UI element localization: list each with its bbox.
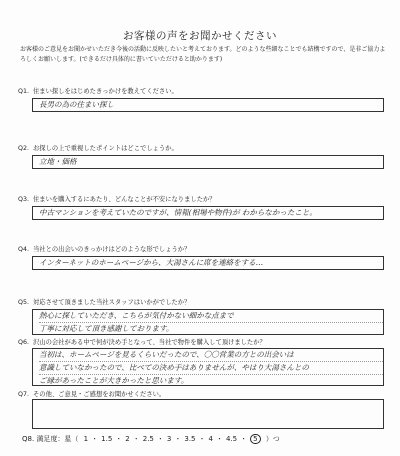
rating-option: 1.5	[101, 435, 113, 443]
answer-line: 熱心に探していただき、こちらが気付かない細かな点まで	[39, 310, 383, 323]
rating-option: 2	[125, 435, 130, 443]
question-2	[18, 143, 390, 166]
question-number: Q6.	[18, 339, 29, 346]
answer-line: 丁寧に対応して頂き感謝しております。	[39, 324, 174, 333]
rating-label: 満足度：星（	[36, 435, 79, 443]
answer-box	[32, 256, 384, 270]
answer-box	[32, 399, 384, 429]
answer-box	[32, 155, 384, 169]
answer-line: 長男の為の住まい探し	[39, 100, 114, 109]
rating-option: 4.5	[225, 435, 238, 443]
rating-separator: ・	[198, 435, 206, 443]
rating-option: 1	[83, 435, 89, 443]
question-text: 当社との出会いのきっかけはどのような形でしょうか？	[32, 246, 191, 253]
question-4	[18, 244, 390, 267]
question-1	[18, 86, 390, 109]
question-number: Q3.	[18, 196, 29, 203]
rating-option: 5	[250, 434, 260, 444]
question-text: 住まいを購入するにあたり、どんなことが不安になりましたか？	[32, 196, 216, 203]
question-label	[18, 86, 390, 95]
question-number: Q5.	[18, 299, 29, 306]
answer-line: 当初は、ホームページを見るくらいだったので、〇〇営業の方との出会いは	[39, 349, 383, 362]
answer-box	[32, 309, 384, 335]
question-label	[18, 244, 390, 253]
question-number: Q1.	[18, 88, 29, 95]
question-6	[18, 337, 390, 385]
question-label	[18, 337, 390, 346]
answer-line: 中古マンションを考えていたのですが、情報(相場や物件)が わからなかったこと。	[39, 208, 317, 217]
question-label	[18, 389, 390, 398]
rating-option: 4	[208, 435, 213, 443]
rating-option: 2.5	[142, 435, 154, 443]
satisfaction-rating	[22, 434, 280, 444]
question-5	[18, 297, 390, 333]
question-number: Q8.	[22, 435, 35, 443]
question-number: Q2.	[18, 145, 29, 152]
answer-line: 立地・価格	[39, 157, 77, 166]
rating-separator: ・	[215, 435, 223, 443]
question-number: Q7.	[18, 391, 29, 398]
intro-text: お客様のご意見をお聞かせいただき今後の活動に反映したいと考えております。どのような些細なことでも結構ですので、是非ご協力よろしくお願いします。(できるだけ具体的に書いていただけると助かります)	[20, 46, 386, 63]
question-label	[18, 143, 390, 152]
answer-line	[39, 400, 383, 412]
question-text: その他、ご意見・ご感想をお聞かせください。	[32, 391, 166, 398]
answer-box	[32, 98, 384, 112]
rating-separator: ・	[240, 435, 248, 443]
question-text: 沢山の会社がある中で何が決め手となって、当社で物件を購入して頂けましたか？	[32, 339, 266, 346]
rating-separator: ・	[156, 435, 164, 443]
question-text: 対応させて頂きました当社スタッフはいかがでしたか？	[32, 299, 191, 306]
question-label	[18, 297, 390, 306]
question-label	[18, 194, 390, 203]
answer-line: ご縁があったことが大きかったと思います。	[39, 376, 189, 385]
rating-option: 3.5	[184, 435, 196, 443]
question-number: Q4.	[18, 246, 29, 253]
rating-separator: ・	[115, 435, 123, 443]
question-7	[18, 389, 390, 398]
answer-box	[32, 206, 384, 220]
rating-options	[81, 435, 264, 443]
rating-suffix: ）つ	[265, 435, 280, 443]
question-3	[18, 194, 390, 217]
answer-box	[32, 348, 384, 386]
rating-separator: ・	[91, 435, 99, 443]
rating-separator: ・	[132, 435, 140, 443]
rating-separator: ・	[174, 435, 182, 443]
question-text: 住まい探しをはじめたきっかけを教えてください。	[32, 88, 178, 95]
question-text: お探しの上で重視したポイントはどこでしょうか。	[32, 145, 178, 152]
answer-line: 意識していなかったので、比べての決め手はありませんが、やはり大湯さんとの	[39, 362, 383, 375]
rating-option: 3	[166, 435, 172, 443]
answer-line: インターネットのホームページから、大湯さんに席を連絡をする…	[39, 258, 264, 267]
page-title: お客様の声をお聞かせください	[123, 30, 277, 42]
